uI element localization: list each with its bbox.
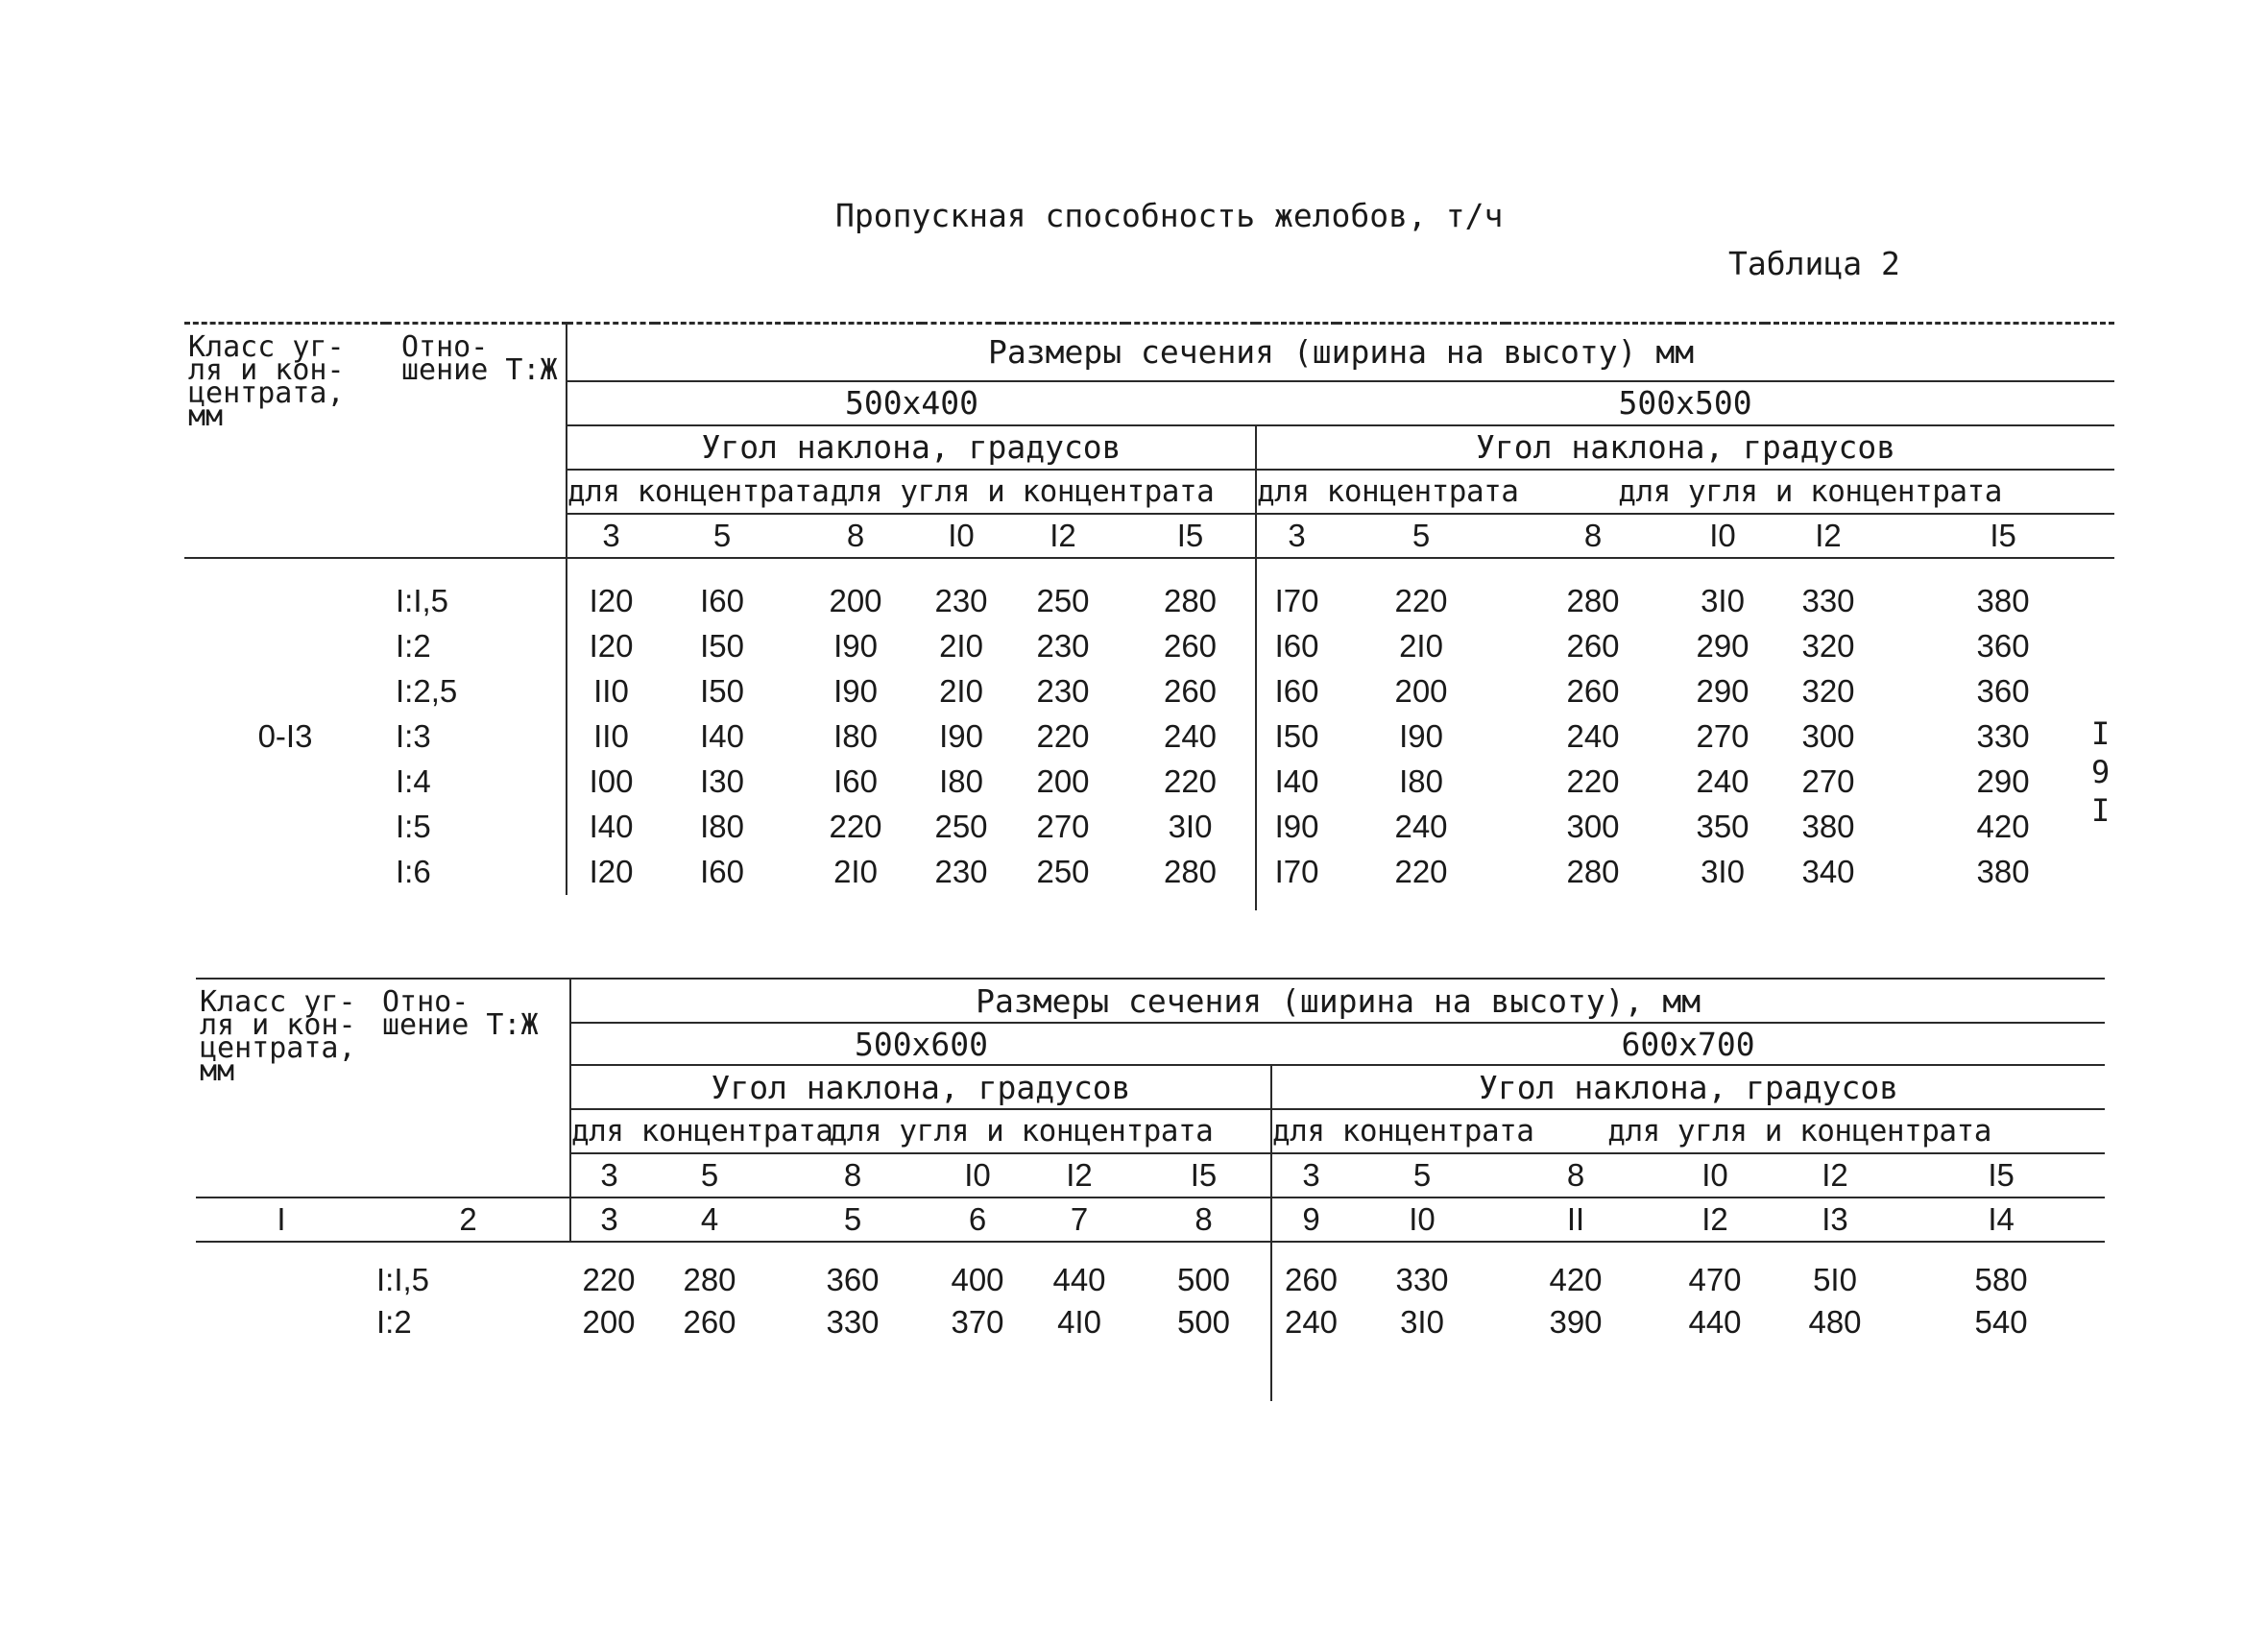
angle-cell: I0: [933, 1153, 1022, 1197]
value-cell: I40: [1256, 760, 1337, 805]
value-cell: 260: [1163, 673, 1218, 709]
value-cell: 200: [1394, 673, 1448, 709]
table-row: [184, 714, 2114, 760]
value-cell: 270: [1036, 809, 1090, 844]
size-500x400: 500х400: [567, 381, 1256, 425]
value-cell: I60: [700, 854, 744, 889]
angle-cell: I0: [1680, 514, 1765, 558]
ratio-cell: I:I,5: [396, 583, 449, 618]
value-cell: 280: [683, 1262, 736, 1297]
conc-header-b: для концентрата: [1271, 1109, 1494, 1153]
angle-cell: I5: [1125, 514, 1256, 558]
size-600x700: 600х700: [1271, 1023, 2105, 1065]
sizes-header: Размеры сечения (ширина на высоту), мм: [570, 979, 2105, 1023]
angle-cell: 3: [567, 514, 655, 558]
col-class-header: Класс уг- ля и кон- центрата, мм: [184, 324, 386, 558]
value-cell: 270: [1801, 763, 1855, 799]
value-cell: I70: [1256, 579, 1337, 624]
coal-conc-header-a: для угля и концентрата: [789, 470, 1256, 514]
ratio-cell: I:2,5: [396, 673, 458, 709]
value-cell: I40: [567, 805, 655, 850]
value-cell: I50: [700, 628, 744, 664]
value-cell: I60: [1256, 624, 1337, 669]
value-cell: 540: [1974, 1304, 2028, 1340]
value-cell: I80: [1399, 763, 1443, 799]
value-cell: 3I0: [1701, 854, 1745, 889]
value-cell: I00: [567, 760, 655, 805]
value-cell: 290: [1976, 763, 2030, 799]
value-cell: 320: [1801, 628, 1855, 664]
value-cell: 280: [1566, 854, 1620, 889]
angle-cell: I5: [1892, 514, 2114, 558]
value-cell: 230: [934, 583, 988, 618]
table-row: [184, 760, 2114, 805]
value-cell: 290: [1696, 628, 1749, 664]
coal-conc-header-b: для угля и концентрата: [1506, 470, 2114, 514]
value-cell: 220: [582, 1262, 636, 1297]
value-cell: 320: [1801, 673, 1855, 709]
value-cell: 360: [1976, 628, 2030, 664]
sizes-header: Размеры сечения (ширина на высоту) мм: [567, 324, 2114, 381]
value-cell: I60: [1256, 669, 1337, 714]
value-cell: 290: [1696, 673, 1749, 709]
angle-cell: 5: [655, 514, 789, 558]
col-class-header: Класс уг- ля и кон- центрата, мм: [196, 979, 367, 1197]
table-row: [196, 1259, 2105, 1301]
ratio-cell: I:I,5: [376, 1262, 430, 1297]
ratio-cell: I:6: [396, 854, 431, 889]
value-cell: 500: [1176, 1304, 1231, 1340]
value-cell: 260: [683, 1304, 736, 1340]
value-cell: 280: [1566, 583, 1620, 618]
column-number: I0: [1350, 1197, 1494, 1242]
value-cell: 5I0: [1813, 1262, 1857, 1297]
value-cell: I90: [939, 718, 983, 754]
value-cell: 420: [1976, 809, 2030, 844]
value-cell: 2I0: [1399, 628, 1443, 664]
value-cell: 440: [1052, 1262, 1106, 1297]
column-number: 6: [933, 1197, 1022, 1242]
angle-cell: 3: [1256, 514, 1337, 558]
value-cell: 2I0: [939, 628, 983, 664]
value-cell: 420: [1549, 1262, 1603, 1297]
value-cell: 3I0: [1701, 583, 1745, 618]
value-cell: 250: [1036, 583, 1090, 618]
value-cell: 500: [1176, 1262, 1231, 1297]
value-cell: 230: [1036, 673, 1090, 709]
value-cell: 4I0: [1057, 1304, 1101, 1340]
value-cell: 260: [1566, 673, 1620, 709]
angle-cell: 8: [789, 514, 922, 558]
column-number-row: [196, 1197, 2105, 1242]
value-cell: I90: [833, 628, 878, 664]
value-cell: I90: [1256, 805, 1337, 850]
column-number: I: [196, 1197, 367, 1242]
value-cell: 360: [1976, 673, 2030, 709]
value-cell: 440: [1688, 1304, 1742, 1340]
value-cell: 260: [1271, 1259, 1350, 1301]
table-row: [184, 624, 2114, 669]
angle-cell: I2: [1765, 514, 1892, 558]
value-cell: 380: [1976, 854, 2030, 889]
angle-header-a: Угол наклона, градусов: [567, 425, 1256, 470]
ratio-cell: I:2: [396, 628, 431, 664]
ratio-cell: I:2: [376, 1304, 412, 1340]
column-number: 9: [1271, 1197, 1350, 1242]
value-cell: 330: [1801, 583, 1855, 618]
value-cell: I50: [700, 673, 744, 709]
value-cell: 220: [1566, 763, 1620, 799]
angle-cell: I0: [1657, 1153, 1773, 1197]
value-cell: 240: [1696, 763, 1749, 799]
conc-header-a: для концентрата: [567, 470, 789, 514]
value-cell: I80: [700, 809, 744, 844]
size-500x500: 500х500: [1256, 381, 2114, 425]
value-cell: 370: [951, 1304, 1004, 1340]
angle-cell: 8: [772, 1153, 933, 1197]
ratio-cell: I:3: [396, 718, 431, 754]
value-cell: 2I0: [939, 673, 983, 709]
table-row: [184, 805, 2114, 850]
size-500x600: 500х600: [570, 1023, 1271, 1065]
value-cell: 260: [1566, 628, 1620, 664]
column-number: 5: [772, 1197, 933, 1242]
page-title: Пропускная способность желобов, т/ч: [835, 197, 1504, 234]
value-cell: I40: [700, 718, 744, 754]
value-cell: 400: [951, 1262, 1004, 1297]
value-cell: 330: [826, 1304, 880, 1340]
value-cell: 390: [1549, 1304, 1603, 1340]
value-cell: 220: [1394, 583, 1448, 618]
value-cell: I90: [833, 673, 878, 709]
value-cell: I80: [939, 763, 983, 799]
ratio-cell: I:5: [396, 809, 431, 844]
angle-header-a: Угол наклона, градусов: [570, 1065, 1271, 1109]
value-cell: 220: [829, 809, 882, 844]
side-mark-top: I: [2091, 715, 2111, 752]
value-cell: 380: [1801, 809, 1855, 844]
throughput-table-1: [184, 322, 2114, 910]
value-cell: I50: [1256, 714, 1337, 760]
column-number: 8: [1137, 1197, 1271, 1242]
ratio-cell: I:4: [396, 763, 431, 799]
value-cell: I90: [1399, 718, 1443, 754]
value-cell: 270: [1696, 718, 1749, 754]
value-cell: 350: [1696, 809, 1749, 844]
value-cell: 3I0: [1400, 1304, 1444, 1340]
value-cell: I80: [833, 718, 878, 754]
angle-cell: I5: [1137, 1153, 1271, 1197]
value-cell: 240: [1271, 1301, 1350, 1343]
value-cell: 470: [1688, 1262, 1742, 1297]
table-row: [184, 579, 2114, 624]
value-cell: I30: [700, 763, 744, 799]
table-row: [184, 850, 2114, 895]
column-number: 7: [1022, 1197, 1137, 1242]
value-cell: I20: [567, 850, 655, 895]
value-cell: 380: [1976, 583, 2030, 618]
angle-cell: 8: [1506, 514, 1680, 558]
value-cell: I70: [1256, 850, 1337, 895]
conc-header-b: для концентрата: [1256, 470, 1506, 514]
value-cell: 330: [1976, 718, 2030, 754]
value-cell: 340: [1801, 854, 1855, 889]
angle-cell: I0: [922, 514, 1001, 558]
value-cell: II0: [567, 714, 655, 760]
value-cell: 280: [1163, 854, 1218, 889]
angle-header-b: Угол наклона, градусов: [1271, 1065, 2105, 1109]
value-cell: 230: [1036, 628, 1090, 664]
value-cell: I60: [833, 763, 878, 799]
value-cell: I20: [567, 624, 655, 669]
value-cell: 300: [1566, 809, 1620, 844]
angle-cell: 5: [647, 1153, 772, 1197]
column-number: II: [1494, 1197, 1657, 1242]
table-row: [184, 669, 2114, 714]
throughput-table-2: [196, 978, 2105, 1401]
side-mark-number: 9: [2091, 754, 2111, 790]
value-cell: 220: [1394, 854, 1448, 889]
value-cell: 250: [934, 809, 988, 844]
value-cell: 240: [1566, 718, 1620, 754]
column-number: I2: [1657, 1197, 1773, 1242]
column-number: 4: [647, 1197, 772, 1242]
angle-cell: I5: [1897, 1153, 2105, 1197]
column-number: I4: [1897, 1197, 2105, 1242]
value-cell: 360: [826, 1262, 880, 1297]
value-cell: 330: [1395, 1262, 1449, 1297]
table-label: Таблица 2: [1728, 245, 1900, 282]
class-value: 0-I3: [257, 718, 313, 754]
value-cell: 300: [1801, 718, 1855, 754]
coal-conc-header-b: для угля и концентрата: [1494, 1109, 2105, 1153]
value-cell: 250: [1036, 854, 1090, 889]
value-cell: 480: [1808, 1304, 1862, 1340]
value-cell: 200: [582, 1304, 636, 1340]
angle-cell: I2: [1001, 514, 1125, 558]
side-mark-bottom: I: [2091, 792, 2111, 829]
conc-header-a: для концентрата: [570, 1109, 772, 1153]
column-number: 2: [367, 1197, 570, 1242]
value-cell: II0: [567, 669, 655, 714]
angle-cell: 5: [1350, 1153, 1494, 1197]
value-cell: I20: [567, 579, 655, 624]
angle-cell: 5: [1337, 514, 1506, 558]
angle-cell: I2: [1773, 1153, 1897, 1197]
coal-conc-header-a: для угля и концентрата: [772, 1109, 1271, 1153]
table-row: [196, 1301, 2105, 1343]
value-cell: 580: [1974, 1262, 2028, 1297]
angle-cell: 3: [1271, 1153, 1350, 1197]
value-cell: 200: [829, 583, 882, 618]
column-number: 3: [570, 1197, 647, 1242]
value-cell: 240: [1163, 718, 1218, 754]
value-cell: 230: [934, 854, 988, 889]
angle-cell: 8: [1494, 1153, 1657, 1197]
value-cell: 200: [1036, 763, 1090, 799]
column-number: I3: [1773, 1197, 1897, 1242]
value-cell: 3I0: [1168, 809, 1213, 844]
value-cell: 2I0: [833, 854, 878, 889]
col-ratio-header: Отно- шение Т:Ж: [367, 979, 570, 1197]
value-cell: I60: [700, 583, 744, 618]
col-ratio-header: Отно- шение Т:Ж: [386, 324, 567, 558]
value-cell: 280: [1163, 583, 1218, 618]
angle-cell: 3: [570, 1153, 647, 1197]
value-cell: 260: [1163, 628, 1218, 664]
value-cell: 220: [1163, 763, 1218, 799]
angle-cell: I2: [1022, 1153, 1137, 1197]
value-cell: 220: [1036, 718, 1090, 754]
angle-header-b: Угол наклона, градусов: [1256, 425, 2114, 470]
value-cell: 240: [1394, 809, 1448, 844]
